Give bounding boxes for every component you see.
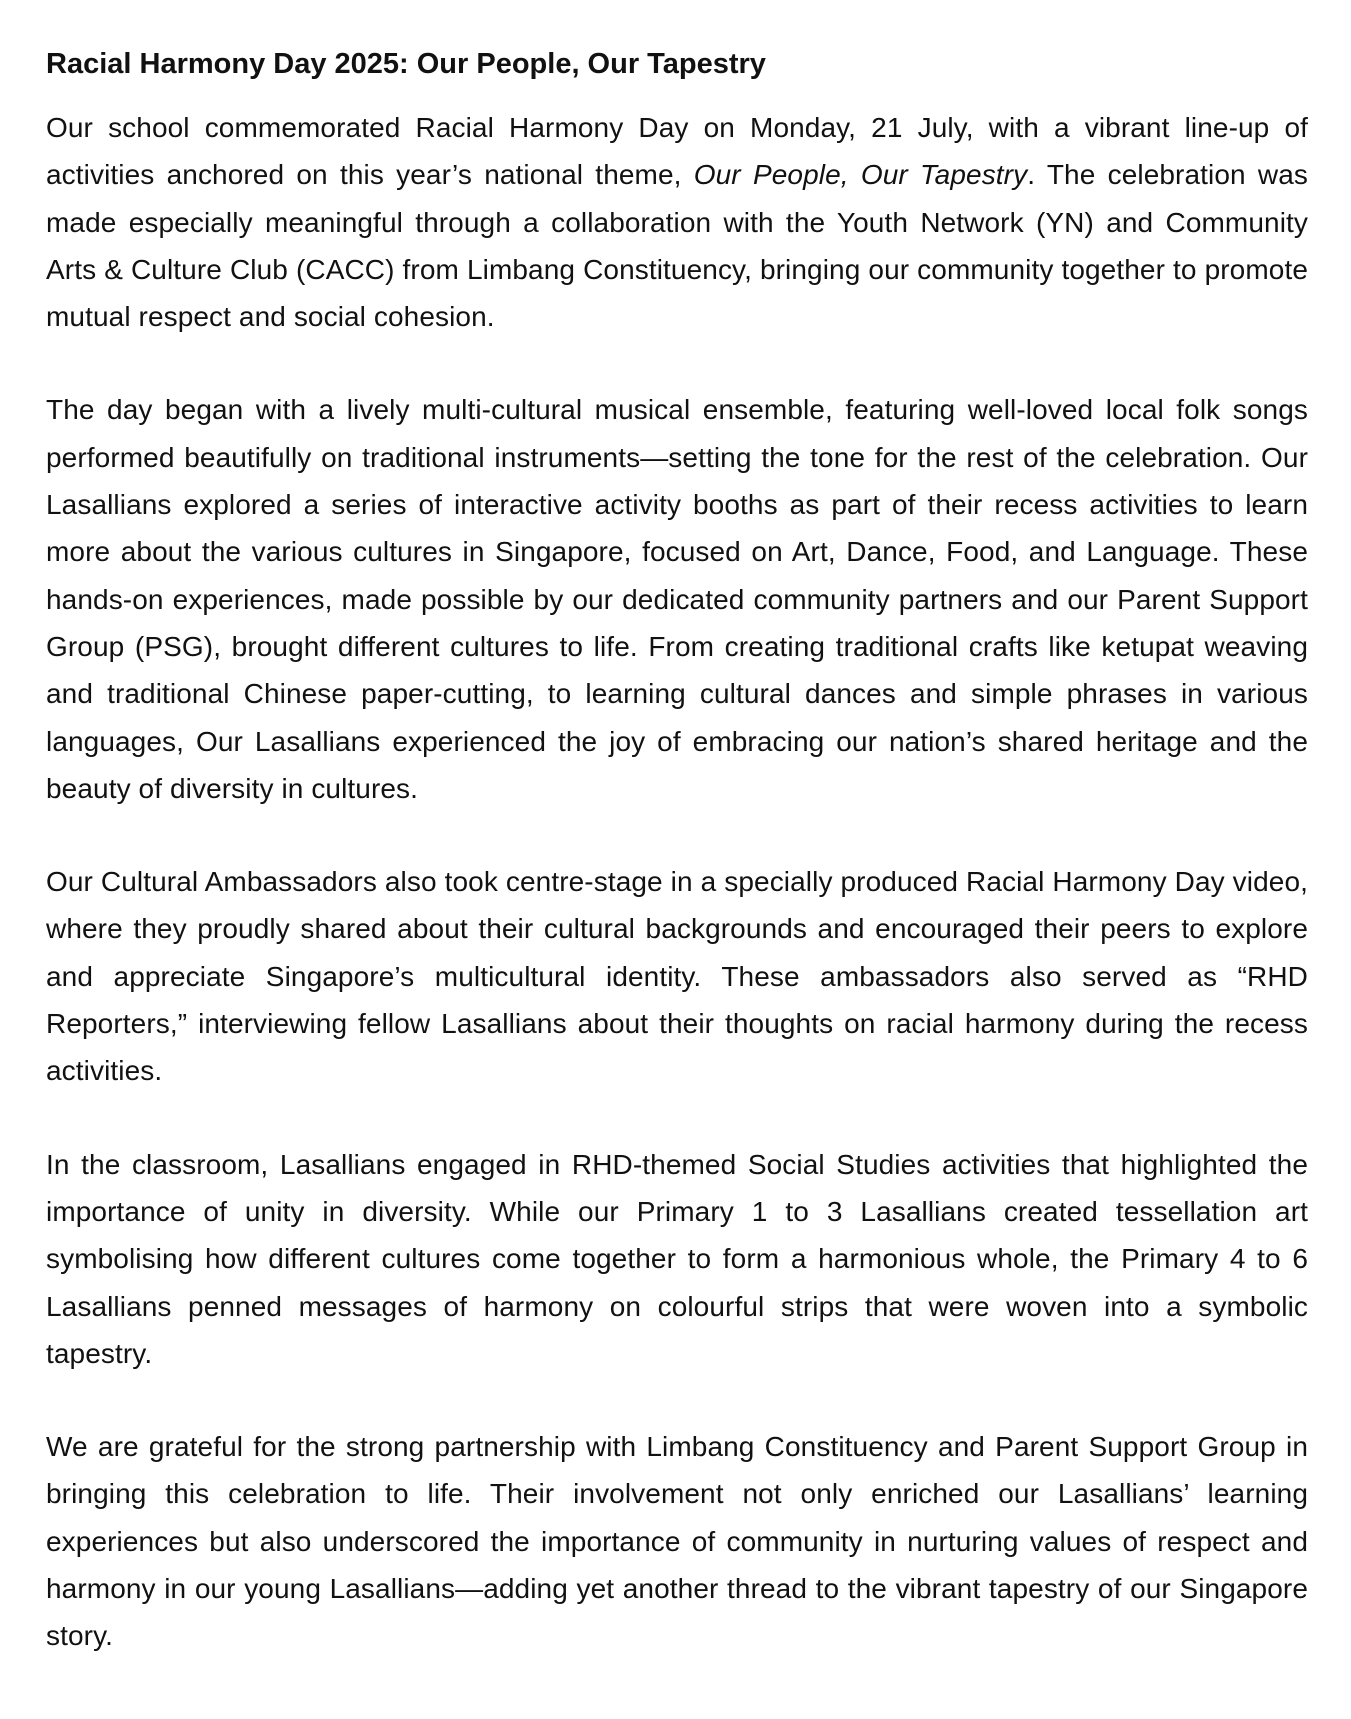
paragraph-activities: The day began with a lively multi-cultural musical ensemble, featuring well-loved local folk songs performed beautifully on traditional instruments—setting the tone for the rest of the celebration. Our Lasallians explored a series of interactive activity booths as part of their recess activities to learn more about the various cultures in Singapore, focused on Art, Dance, Food, and Language. These hands-on experiences, made possible by our dedicated community partners and our Parent Support Group (PSG), brought different cultures to life. From creating traditional crafts like ketupat weaving and traditional Chinese paper-cutting, to learning cultural dances and simple phrases in various languages, Our Lasallians experienced the joy of embracing our nation’s shared heritage and the beauty of diversity in cultures. — [46, 394, 1308, 804]
paragraph-gratitude: We are grateful for the strong partnership with Limbang Constituency and Parent Support Group in bringing this celebration to life. Their involvement not only enriched our Lasallians’ learning experiences but also underscored the importance of community in nurturing values of respect and harmony in our young Lasallians—adding yet another thread to the vibrant tapestry of our Singapore story. — [46, 1431, 1308, 1652]
paragraph-ambassadors: Our Cultural Ambassadors also took centre-stage in a specially produced Racial Harmony Day video, where they proudly shared about their cultural backgrounds and encouraged their peers to explore and appreciate Singapore’s multicultural identity. These ambassadors also served as “RHD Reporters,” interviewing fellow Lasallians about their thoughts on racial harmony during the recess activities. — [46, 866, 1308, 1087]
theme-emphasis: Our People, Our Tapestry — [693, 159, 1028, 191]
document-title: Racial Harmony Day 2025: Our People, Our Tapestry — [46, 48, 766, 80]
document-page — [46, 44, 1308, 1660]
paragraph-classroom: In the classroom, Lasallians engaged in RHD-themed Social Studies activities that highlighted the importance of unity in diversity. While our Primary 1 to 3 Lasallians created tessellation art symbolising how different cultures come together to form a harmonious whole, the Primary 4 to 6 Lasallians penned messages of harmony on colourful strips that were woven into a symbolic tapestry. — [46, 1148, 1308, 1369]
paragraph-intro — [46, 104, 1308, 340]
paragraph-intro-before: Our school commemorated Racial Harmony Day on Monday, 21 July, with a vibrant line-up of activities anchored on this year’s national theme, — [46, 112, 1308, 191]
paragraph-intro-after: . The celebration was made especially meaningful through a collaboration with the Youth Network (YN) and Community Arts & Culture Club (CACC) from Limbang Constituency, bringing our community together to promote mutual respect and social cohesion. — [46, 159, 1308, 333]
